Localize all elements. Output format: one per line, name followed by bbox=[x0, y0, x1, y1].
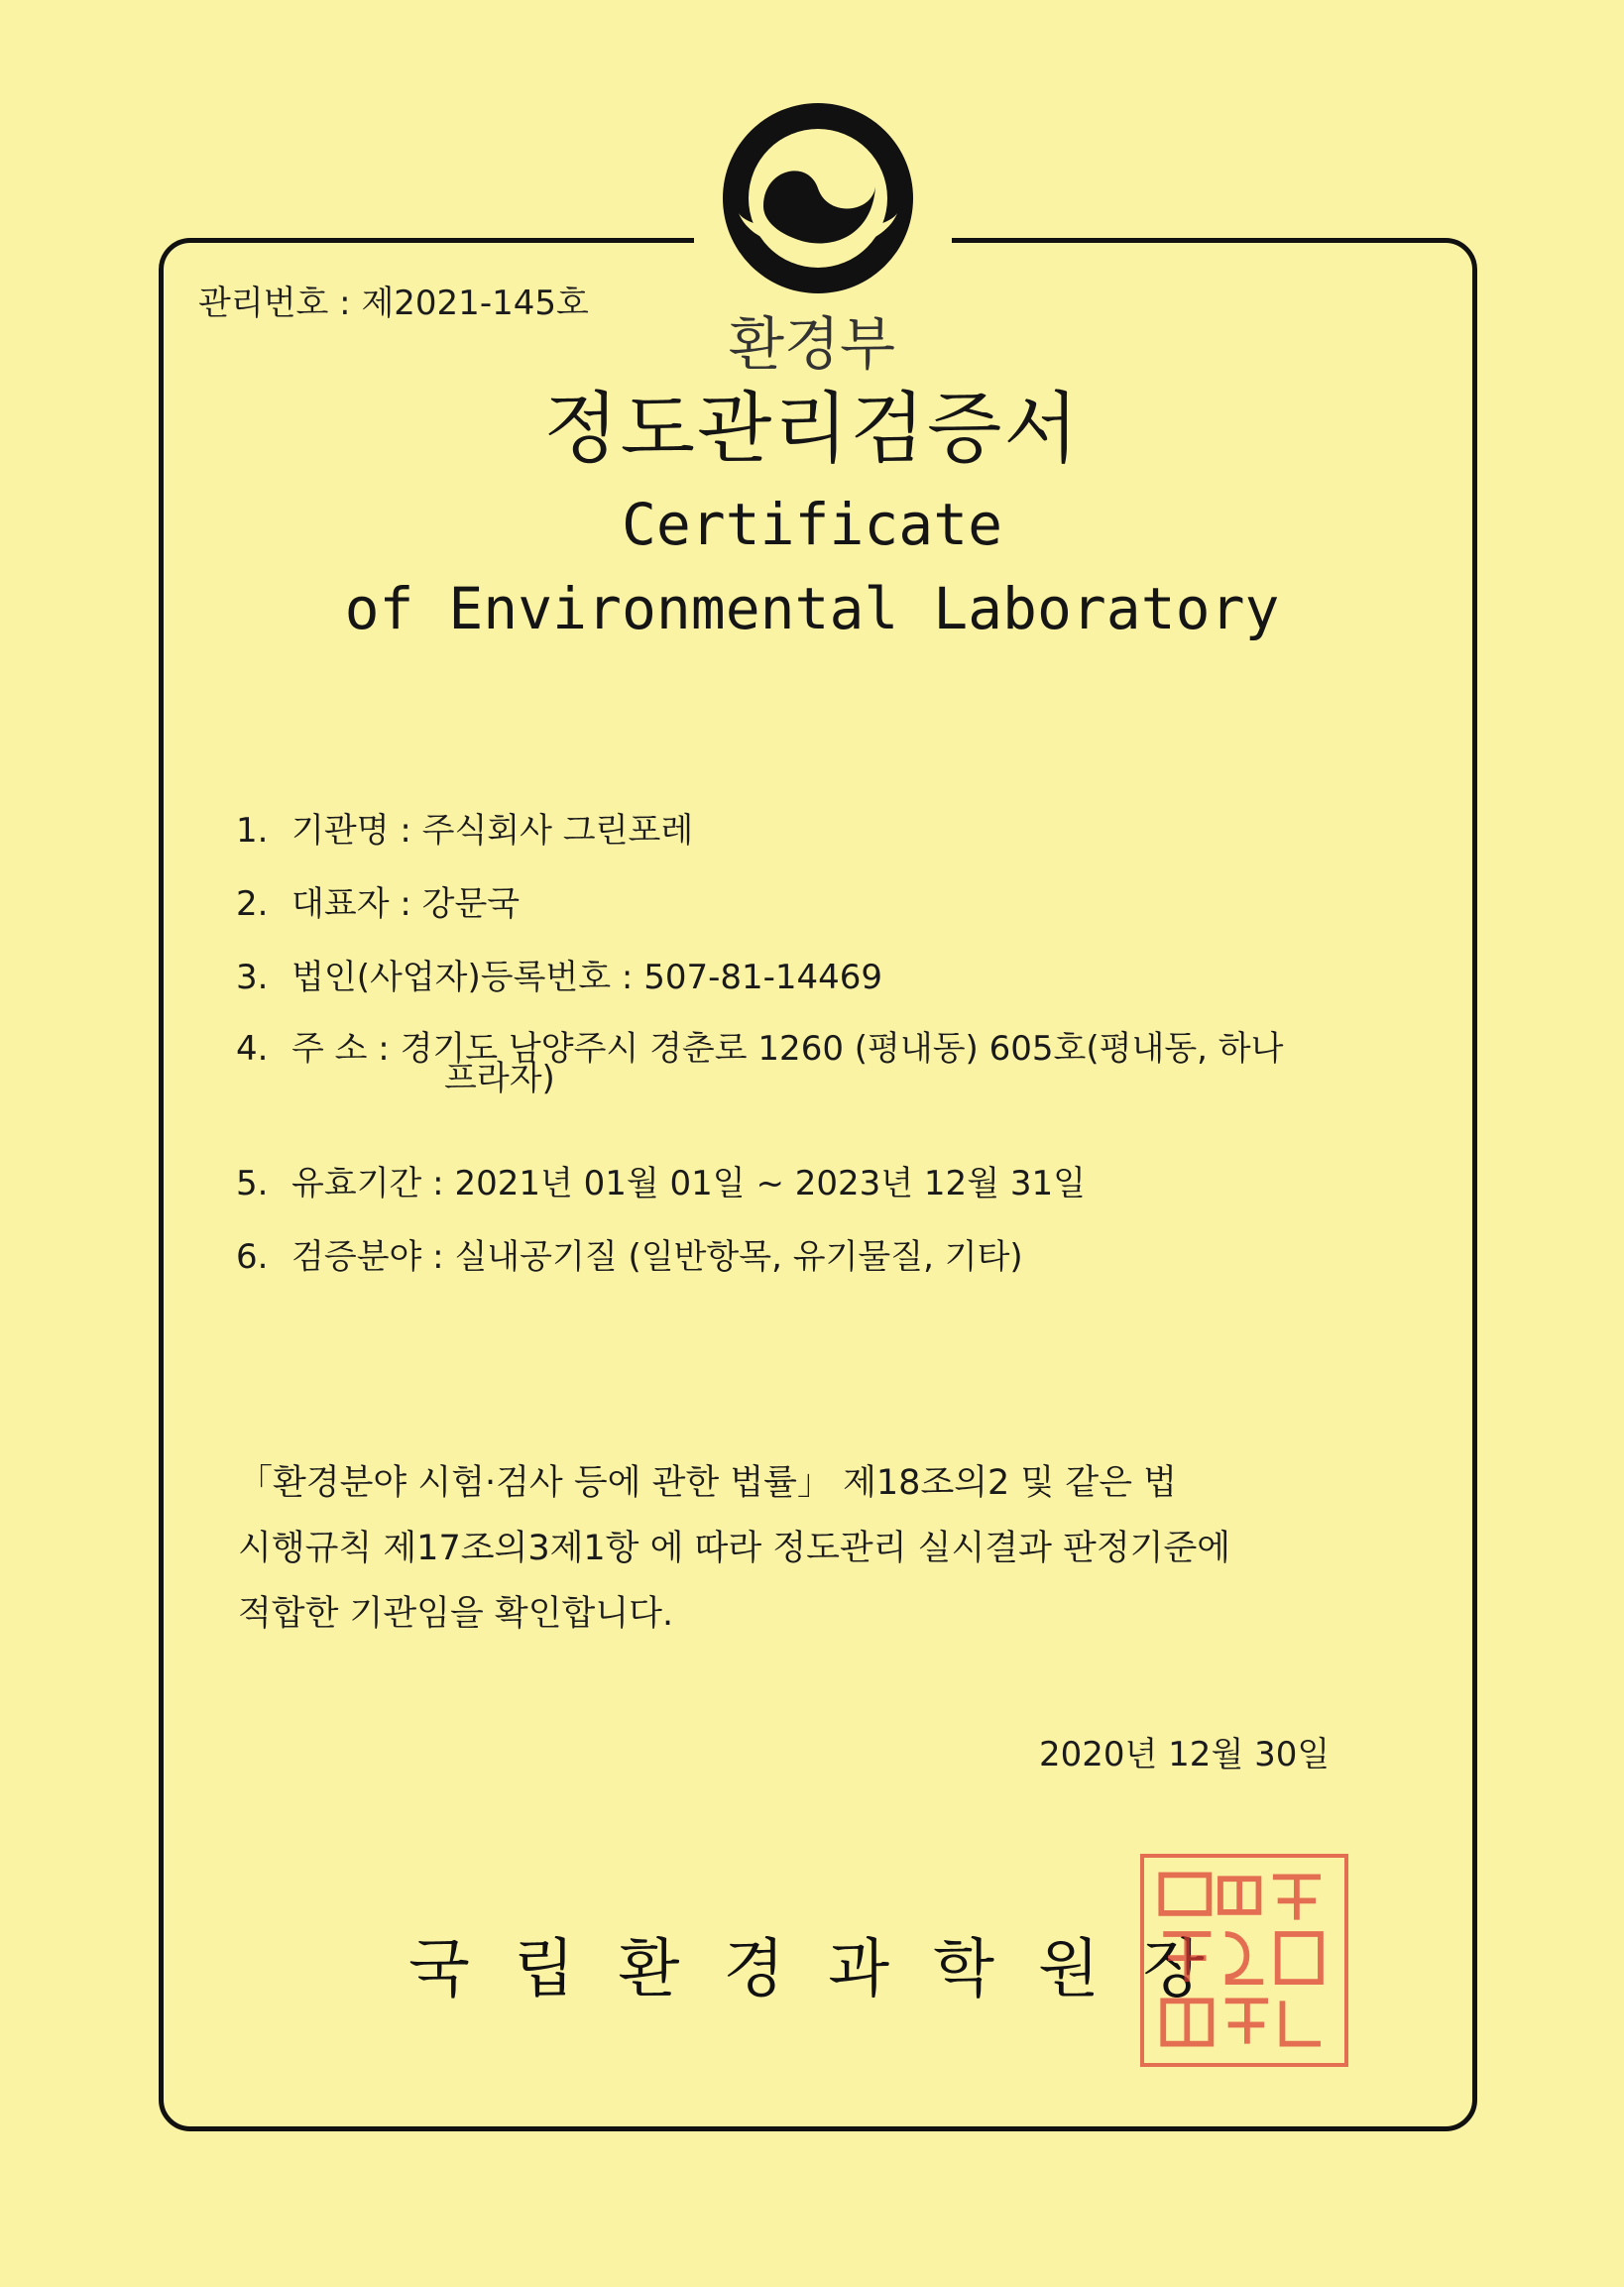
item-text: 대표자 : 강문국 bbox=[291, 884, 521, 924]
statement-line-2: 시행규칙 제17조의3제1항 에 따라 정도관리 실시결과 판정기준에 bbox=[238, 1529, 1231, 1568]
item-number: 5. bbox=[236, 1164, 269, 1203]
item-text: 기관명 : 주식회사 그린포레 bbox=[291, 811, 694, 851]
issuer-name: 국립환경과학원장 bbox=[408, 1933, 1248, 2006]
item-organization-name bbox=[236, 803, 693, 852]
item-validity-period bbox=[236, 1156, 1086, 1204]
ministry-name: 환경부 bbox=[728, 310, 896, 378]
document-number: 관리번호 : 제2021-145호 bbox=[198, 284, 589, 323]
item-number: 2. bbox=[236, 884, 269, 924]
item-registration-number bbox=[236, 950, 882, 998]
item-number: 6. bbox=[236, 1237, 269, 1277]
item-address-line2: 프라자) bbox=[444, 1059, 555, 1098]
item-text: 유효기간 : 2021년 01월 01일 ~ 2023년 12월 31일 bbox=[291, 1164, 1086, 1203]
item-address bbox=[236, 1021, 1283, 1070]
item-text: 법인(사업자)등록번호 : 507-81-14469 bbox=[291, 958, 883, 997]
statement-line-3: 적합한 기관임을 확인합니다. bbox=[238, 1594, 674, 1634]
official-seal-icon bbox=[1140, 1854, 1348, 2067]
certificate-title-english-line1: Certificate bbox=[621, 491, 1003, 558]
government-emblem-icon bbox=[709, 89, 927, 307]
certificate-title-korean: 정도관리검증서 bbox=[543, 385, 1081, 474]
item-number: 3. bbox=[236, 958, 269, 997]
statement-line-1: 「환경분야 시험·검사 등에 관한 법률」 제18조의2 및 같은 법 bbox=[238, 1463, 1177, 1503]
issue-date: 2020년 12월 30일 bbox=[1039, 1735, 1331, 1774]
item-verification-field bbox=[236, 1229, 1023, 1278]
certificate-title-english-line2: of Environmental Laboratory bbox=[344, 575, 1280, 642]
item-representative bbox=[236, 876, 520, 925]
item-number: 1. bbox=[236, 811, 269, 851]
item-number: 4. bbox=[236, 1029, 269, 1069]
item-text: 주 소 : 경기도 남양주시 경춘로 1260 (평내동) 605호(평내동, 하나 bbox=[291, 1029, 1284, 1069]
item-text: 검증분야 : 실내공기질 (일반항목, 유기물질, 기타) bbox=[291, 1237, 1023, 1277]
